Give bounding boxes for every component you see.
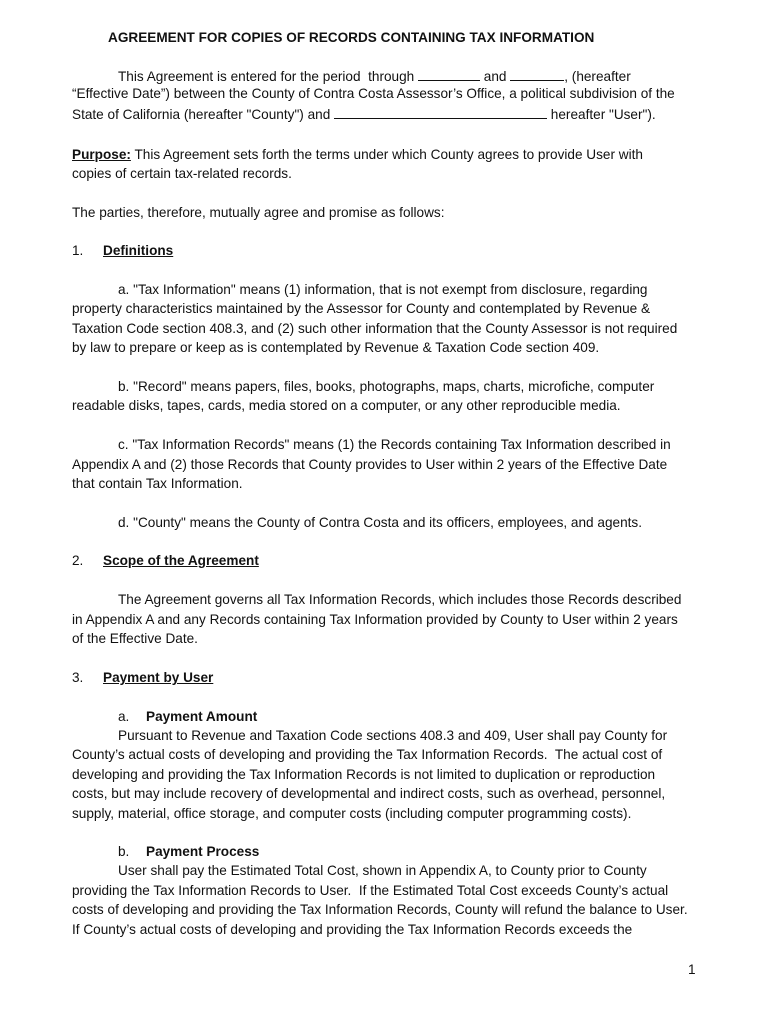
period-end-blank (510, 68, 564, 81)
def-b-line-1: b. "Record" means papers, files, books, photographs, maps, charts, microfiche, computer (118, 379, 655, 394)
intro-text-1c: , (hereafter (564, 69, 631, 85)
payment-process-line-4: If County’s actual costs of developing and providing the Tax Information Records exceeds the (72, 922, 633, 937)
payment-process-label: b. (118, 844, 130, 859)
intro-text-3b: hereafter "User"). (547, 107, 656, 123)
parties-statement: The parties, therefore, mutually agree and promise as follows: (72, 205, 445, 220)
section-1-heading: Definitions (103, 243, 174, 258)
intro-line-2: “Effective Date”) between the County of Contra Costa Assessor’s Office, a political subdivision of the (72, 86, 675, 101)
purpose-line-2: copies of certain tax-related records. (72, 166, 292, 181)
def-b-line-2: readable disks, tapes, cards, media stored on a computer, or any other reproducible media. (72, 398, 621, 413)
def-a-line-4: by law to prepare or keep as is contemplated by Revenue & Taxation Code section 409. (72, 340, 600, 355)
scope-line-2: in Appendix A and any Records containing Tax Information provided by County to User within 2 years (72, 612, 678, 627)
def-a-line-3: Taxation Code section 408.3, and (2) such other information that the County Assessor is not required (72, 321, 678, 336)
intro-line-1 (118, 68, 631, 84)
payment-amount-title: Payment Amount (146, 709, 258, 724)
intro-text-1b: and (480, 69, 511, 85)
payment-amount-line-1: Pursuant to Revenue and Taxation Code sections 408.3 and 409, User shall pay County for (118, 728, 668, 743)
purpose-label: Purpose: (72, 147, 131, 162)
document-title: AGREEMENT FOR COPIES OF RECORDS CONTAINING TAX INFORMATION (108, 30, 595, 45)
payment-amount-line-3: developing and providing the Tax Information Records is not limited to duplication or reproduction (72, 767, 656, 782)
payment-amount-line-4: costs, but may include recovery of developmental and indirect costs, such as overhead, personnel, (72, 786, 666, 801)
payment-amount-label: a. (118, 709, 130, 724)
intro-line-3 (72, 106, 656, 122)
period-start-blank (418, 68, 480, 81)
section-1-number: 1. (72, 243, 84, 258)
payment-process-line-3: costs of developing and providing the Tax Information Records, County will refund the balance to User. (72, 902, 688, 917)
def-c-line-3: that contain Tax Information. (72, 476, 243, 491)
section-3-heading: Payment by User (103, 670, 214, 685)
scope-line-1: The Agreement governs all Tax Information Records, which includes those Records described (118, 592, 682, 607)
payment-process-title: Payment Process (146, 844, 260, 859)
user-name-blank (334, 106, 547, 119)
section-2-number: 2. (72, 553, 84, 568)
def-c-line-1: c. "Tax Information Records" means (1) the Records containing Tax Information described in (118, 437, 671, 452)
section-3-number: 3. (72, 670, 84, 685)
payment-process-line-2: providing the Tax Information Records to User. If the Estimated Total Cost exceeds County’s actual (72, 883, 669, 898)
payment-amount-line-2: County’s actual costs of developing and providing the Tax Information Records. The actual cost of (72, 747, 663, 762)
section-2-heading: Scope of the Agreement (103, 553, 259, 568)
scope-line-3: of the Effective Date. (72, 631, 198, 646)
intro-text-1a: This Agreement is entered for the period through (118, 69, 418, 85)
page-number: 1 (688, 962, 696, 977)
def-c-line-2: Appendix A and (2) those Records that County provides to User within 2 years of the Effective Date (72, 457, 668, 472)
purpose-line-1 (72, 148, 643, 162)
purpose-text-1: This Agreement sets forth the terms under which County agrees to provide User with (130, 147, 643, 162)
payment-amount-line-5: supply, material, office storage, and computer costs (including computer programming costs). (72, 806, 632, 821)
intro-text-3a: State of California (hereafter "County") and (72, 107, 335, 123)
def-a-line-1: a. "Tax Information" means (1) information, that is not exempt from disclosure, regarding (118, 282, 648, 297)
payment-process-line-1: User shall pay the Estimated Total Cost, shown in Appendix A, to County prior to County (118, 863, 647, 878)
def-d-line-1: d. "County" means the County of Contra Costa and its officers, employees, and agents. (118, 515, 642, 530)
def-a-line-2: property characteristics maintained by the Assessor for County and contemplated by Revenue & (72, 301, 651, 316)
